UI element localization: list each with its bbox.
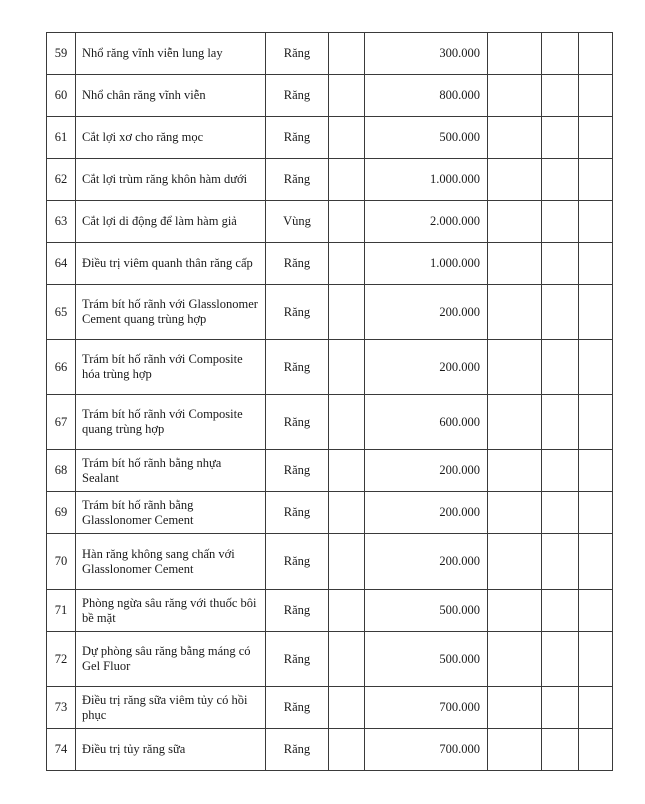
row-number: 61 — [54, 130, 68, 144]
service-name: Điều trị tủy răng sữa — [82, 742, 186, 756]
unit-cell — [266, 450, 329, 492]
service-name: Trám bít hố rãnh với Glasslonomer Cement quang trùng hợp — [82, 297, 258, 326]
blank-cell — [488, 729, 542, 771]
blank-cell — [542, 687, 579, 729]
price-cell — [365, 159, 488, 201]
blank-cell — [579, 632, 613, 687]
row-number-cell — [47, 590, 76, 632]
price-cell — [365, 33, 488, 75]
price-cell — [365, 285, 488, 340]
price: 1.000.000 — [430, 256, 480, 270]
price: 600.000 — [439, 414, 480, 429]
blank-cell — [579, 395, 613, 450]
blank-cell — [488, 33, 542, 75]
blank-cell — [579, 285, 613, 340]
row-number-cell — [47, 159, 76, 201]
unit-cell — [266, 534, 329, 590]
unit: Răng — [283, 256, 311, 270]
unit: Răng — [283, 359, 311, 374]
blank-cell — [542, 75, 579, 117]
blank-cell — [579, 33, 613, 75]
unit-cell — [266, 395, 329, 450]
table-row — [47, 243, 613, 285]
blank-cell — [488, 285, 542, 340]
row-number: 65 — [54, 304, 68, 319]
price: 200.000 — [439, 463, 480, 477]
row-number-cell — [47, 117, 76, 159]
unit-cell — [266, 632, 329, 687]
row-number-cell — [47, 687, 76, 729]
price: 700.000 — [439, 700, 480, 714]
blank-cell — [542, 243, 579, 285]
blank-cell — [488, 492, 542, 534]
service-name: Trám bít hố rãnh với Composite hóa trùng hợp — [82, 352, 243, 381]
unit: Răng — [283, 172, 311, 186]
service-name-cell — [76, 729, 266, 771]
blank-cell — [579, 340, 613, 395]
row-number-cell — [47, 33, 76, 75]
blank-cell — [488, 590, 542, 632]
table-row — [47, 395, 613, 450]
unit: Răng — [283, 130, 311, 144]
unit-cell — [266, 340, 329, 395]
price-cell — [365, 687, 488, 729]
row-number-cell — [47, 395, 76, 450]
service-name: Cắt lợi trùm răng khôn hàm dưới — [82, 172, 248, 186]
price-cell — [365, 590, 488, 632]
unit-cell — [266, 117, 329, 159]
blank-cell — [329, 159, 365, 201]
table-row — [47, 33, 613, 75]
service-name-cell — [76, 590, 266, 632]
blank-cell — [488, 75, 542, 117]
price: 200.000 — [439, 505, 480, 519]
price: 800.000 — [439, 88, 480, 102]
row-number: 71 — [54, 603, 68, 617]
unit-cell — [266, 590, 329, 632]
price: 200.000 — [439, 359, 480, 374]
row-number: 73 — [54, 700, 68, 714]
service-name: Dự phòng sâu răng bằng máng có Gel Fluor — [82, 644, 251, 673]
row-number: 60 — [54, 88, 68, 102]
row-number-cell — [47, 729, 76, 771]
price-cell — [365, 632, 488, 687]
row-number: 68 — [54, 463, 68, 477]
price-cell — [365, 395, 488, 450]
row-number: 72 — [54, 651, 68, 666]
unit-cell — [266, 33, 329, 75]
blank-cell — [329, 285, 365, 340]
blank-cell — [329, 117, 365, 159]
blank-cell — [579, 590, 613, 632]
row-number-cell — [47, 534, 76, 590]
unit: Răng — [283, 554, 311, 568]
price: 1.000.000 — [430, 172, 480, 186]
price-cell — [365, 729, 488, 771]
price-cell — [365, 75, 488, 117]
blank-cell — [488, 243, 542, 285]
blank-cell — [329, 534, 365, 590]
service-name-cell — [76, 75, 266, 117]
unit-cell — [266, 75, 329, 117]
unit-cell — [266, 201, 329, 243]
blank-cell — [542, 201, 579, 243]
blank-cell — [329, 243, 365, 285]
blank-cell — [542, 285, 579, 340]
price: 300.000 — [439, 46, 480, 60]
blank-cell — [488, 159, 542, 201]
service-name: Phòng ngừa sâu răng với thuốc bôi bề mặt — [82, 595, 257, 625]
row-number-cell — [47, 450, 76, 492]
service-name-cell — [76, 117, 266, 159]
service-name: Nhổ răng vĩnh viễn lung lay — [82, 46, 223, 60]
row-number-cell — [47, 201, 76, 243]
blank-cell — [542, 117, 579, 159]
row-number-cell — [47, 285, 76, 340]
row-number-cell — [47, 75, 76, 117]
table-row — [47, 75, 613, 117]
blank-cell — [579, 729, 613, 771]
row-number-cell — [47, 340, 76, 395]
unit-cell — [266, 687, 329, 729]
row-number: 59 — [54, 46, 68, 60]
blank-cell — [329, 33, 365, 75]
unit: Răng — [283, 742, 311, 756]
unit-cell — [266, 285, 329, 340]
service-name-cell — [76, 492, 266, 534]
service-name-cell — [76, 632, 266, 687]
blank-cell — [579, 75, 613, 117]
service-name-cell — [76, 395, 266, 450]
service-name-cell — [76, 243, 266, 285]
blank-cell — [329, 632, 365, 687]
service-name: Cắt lợi di động để làm hàm giả — [82, 214, 237, 228]
price-cell — [365, 492, 488, 534]
service-name-cell — [76, 285, 266, 340]
blank-cell — [579, 117, 613, 159]
blank-cell — [542, 33, 579, 75]
blank-cell — [542, 450, 579, 492]
unit: Răng — [283, 505, 311, 519]
service-name: Hàn răng không sang chấn với Glasslonomer Cement — [82, 546, 235, 576]
price-cell — [365, 117, 488, 159]
unit: Vùng — [283, 214, 311, 228]
service-name-cell — [76, 687, 266, 729]
table-row — [47, 687, 613, 729]
price-cell — [365, 450, 488, 492]
row-number: 66 — [54, 359, 68, 374]
service-name-cell — [76, 340, 266, 395]
unit-cell — [266, 729, 329, 771]
blank-cell — [329, 729, 365, 771]
row-number-cell — [47, 243, 76, 285]
table-row — [47, 285, 613, 340]
blank-cell — [542, 492, 579, 534]
service-name: Trám bít hố rãnh với Composite quang trùng hợp — [82, 407, 243, 436]
blank-cell — [488, 687, 542, 729]
table-row — [47, 117, 613, 159]
blank-cell — [329, 201, 365, 243]
unit: Răng — [283, 88, 311, 102]
blank-cell — [542, 632, 579, 687]
blank-cell — [488, 450, 542, 492]
blank-cell — [579, 243, 613, 285]
blank-cell — [542, 159, 579, 201]
table-row — [47, 632, 613, 687]
blank-cell — [488, 395, 542, 450]
service-name-cell — [76, 201, 266, 243]
service-name-cell — [76, 33, 266, 75]
row-number: 69 — [54, 505, 68, 519]
blank-cell — [579, 534, 613, 590]
table-row — [47, 590, 613, 632]
blank-cell — [542, 729, 579, 771]
price-cell — [365, 243, 488, 285]
blank-cell — [542, 534, 579, 590]
price: 2.000.000 — [430, 214, 480, 228]
unit: Răng — [283, 603, 311, 617]
row-number: 67 — [54, 414, 68, 429]
blank-cell — [488, 534, 542, 590]
blank-cell — [329, 687, 365, 729]
blank-cell — [542, 395, 579, 450]
table-row — [47, 729, 613, 771]
price: 500.000 — [439, 130, 480, 144]
row-number: 74 — [54, 742, 68, 756]
price-cell — [365, 340, 488, 395]
service-name-cell — [76, 534, 266, 590]
price: 700.000 — [439, 742, 480, 756]
table-row — [47, 492, 613, 534]
blank-cell — [542, 340, 579, 395]
table-row — [47, 159, 613, 201]
blank-cell — [579, 201, 613, 243]
unit: Răng — [283, 700, 311, 714]
service-name-cell — [76, 159, 266, 201]
row-number-cell — [47, 632, 76, 687]
blank-cell — [579, 450, 613, 492]
unit: Răng — [283, 414, 311, 429]
blank-cell — [488, 117, 542, 159]
fee-table — [46, 32, 613, 771]
blank-cell — [579, 492, 613, 534]
unit: Răng — [283, 463, 311, 477]
blank-cell — [329, 492, 365, 534]
unit: Răng — [283, 46, 311, 60]
row-number: 62 — [54, 172, 68, 186]
blank-cell — [329, 450, 365, 492]
table-row — [47, 201, 613, 243]
service-name-cell — [76, 450, 266, 492]
blank-cell — [329, 395, 365, 450]
service-name: Nhổ chân răng vĩnh viễn — [82, 88, 206, 102]
price: 500.000 — [439, 651, 480, 666]
table-row — [47, 340, 613, 395]
row-number: 63 — [54, 214, 68, 228]
service-name: Trám bít hố rãnh bằng Glasslonomer Cement — [82, 497, 194, 527]
blank-cell — [488, 340, 542, 395]
blank-cell — [579, 159, 613, 201]
blank-cell — [542, 590, 579, 632]
row-number: 70 — [54, 554, 68, 568]
blank-cell — [329, 340, 365, 395]
unit: Răng — [283, 651, 311, 666]
unit-cell — [266, 159, 329, 201]
row-number-cell — [47, 492, 76, 534]
row-number: 64 — [54, 256, 68, 270]
table-row — [47, 534, 613, 590]
blank-cell — [579, 687, 613, 729]
service-name: Điều trị viêm quanh thân răng cấp — [82, 256, 253, 270]
unit: Răng — [283, 304, 311, 319]
price: 200.000 — [439, 304, 480, 319]
service-name: Cắt lợi xơ cho răng mọc — [82, 130, 204, 144]
unit-cell — [266, 243, 329, 285]
price: 500.000 — [439, 603, 480, 617]
blank-cell — [488, 632, 542, 687]
unit-cell — [266, 492, 329, 534]
blank-cell — [329, 75, 365, 117]
service-name: Điều trị răng sữa viêm tủy có hồi phục — [82, 692, 248, 722]
price-cell — [365, 201, 488, 243]
table-row — [47, 450, 613, 492]
blank-cell — [329, 590, 365, 632]
blank-cell — [488, 201, 542, 243]
price: 200.000 — [439, 554, 480, 568]
service-name: Trám bít hố rãnh bằng nhựa Sealant — [82, 455, 222, 485]
price-cell — [365, 534, 488, 590]
